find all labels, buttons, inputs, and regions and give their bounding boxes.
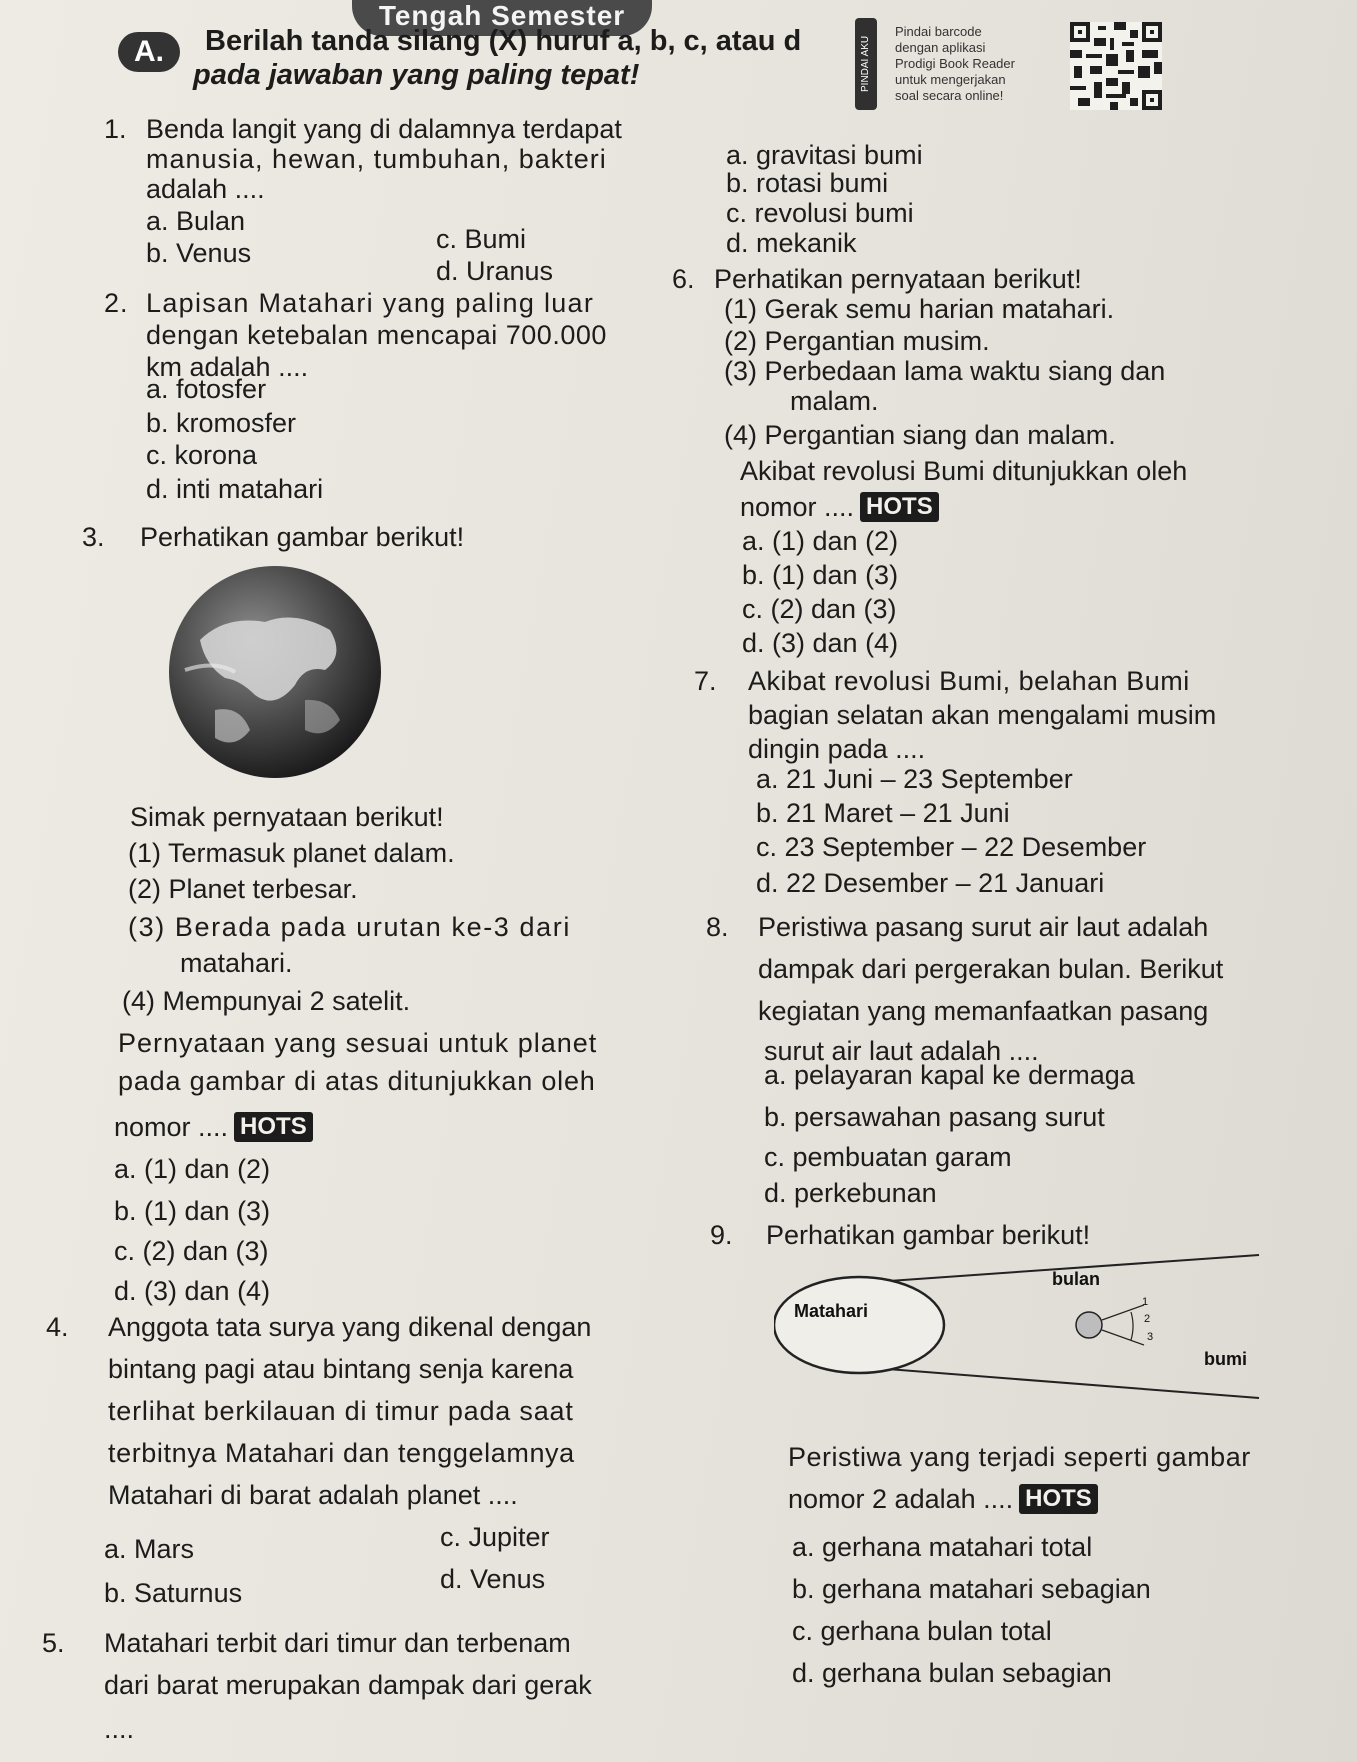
q9-ask-line: nomor 2 adalah ....: [788, 1484, 1014, 1514]
q4-line: Anggota tata surya yang dikenal dengan: [108, 1312, 592, 1342]
q8-line: Peristiwa pasang surut air laut adalah: [758, 912, 1209, 942]
q3-option-b[interactable]: b. (1) dan (3): [114, 1196, 271, 1226]
q6-statement-1: (1) Gerak semu harian matahari.: [724, 294, 1115, 324]
q9-ask-line-hots: [788, 1482, 1098, 1516]
q9-option-d[interactable]: d. gerhana bulan sebagian: [792, 1658, 1112, 1688]
q6-option-a[interactable]: a. (1) dan (2): [742, 526, 899, 556]
q5-option-c[interactable]: c. revolusi bumi: [726, 198, 914, 228]
q6-statement-2: (2) Pergantian musim.: [724, 326, 990, 356]
q5-number: 5.: [42, 1628, 65, 1658]
earth-globe-image: [155, 560, 395, 780]
q6-ask-line: Akibat revolusi Bumi ditunjukkan oleh: [740, 456, 1188, 486]
q5-option-d[interactable]: d. mekanik: [726, 228, 857, 258]
q1-option-c[interactable]: c. Bumi: [436, 224, 527, 254]
barcode-line: Pindai barcode: [895, 24, 982, 39]
q3-ask-line: pada gambar di atas ditunjukkan oleh: [118, 1066, 596, 1096]
q9-option-a[interactable]: a. gerhana matahari total: [792, 1532, 1093, 1562]
q7-option-c[interactable]: c. 23 September – 22 Desember: [756, 832, 1147, 862]
q1-number: 1.: [104, 114, 127, 144]
diagram-marker-3: 3: [1147, 1331, 1154, 1343]
q7-line: dingin pada ....: [748, 734, 926, 764]
q5-option-b[interactable]: b. rotasi bumi: [726, 168, 889, 198]
q2-line: Lapisan Matahari yang paling luar: [146, 288, 595, 318]
q4-option-b[interactable]: b. Saturnus: [104, 1578, 243, 1608]
q7-option-a[interactable]: a. 21 Juni – 23 September: [756, 764, 1073, 794]
q6-statement-4: (4) Pergantian siang dan malam.: [724, 420, 1116, 450]
q7-option-d[interactable]: d. 22 Desember – 21 Januari: [756, 868, 1105, 898]
q6-option-b[interactable]: b. (1) dan (3): [742, 560, 899, 590]
q1-option-b[interactable]: b. Venus: [146, 238, 252, 268]
q4-number: 4.: [46, 1312, 69, 1342]
diagram-marker-2: 2: [1144, 1313, 1151, 1325]
diagram-marker-1: 1: [1142, 1296, 1149, 1308]
q8-option-a[interactable]: a. pelayaran kapal ke dermaga: [764, 1060, 1135, 1090]
q4-line: terbitnya Matahari dan tenggelamnya: [108, 1438, 575, 1468]
q2-number: 2.: [104, 288, 129, 318]
hots-badge: HOTS: [234, 1112, 313, 1142]
q3-number: 3.: [82, 522, 105, 552]
q1-line: adalah ....: [146, 174, 265, 204]
barcode-line: Prodigi Book Reader: [895, 56, 1015, 71]
barcode-text: [895, 24, 1015, 104]
hots-badge: HOTS: [1019, 1484, 1098, 1514]
q2-line: km adalah ....: [146, 352, 309, 382]
q7-option-b[interactable]: b. 21 Maret – 21 Juni: [756, 798, 1010, 828]
hots-badge: HOTS: [860, 492, 939, 522]
q3-ask-line-hots: [114, 1110, 313, 1144]
q2-option-d[interactable]: d. inti matahari: [146, 474, 324, 504]
eclipse-diagram: [774, 1250, 1294, 1400]
q8-option-d[interactable]: d. perkebunan: [764, 1178, 937, 1208]
q3-statement-1: (1) Termasuk planet dalam.: [128, 838, 455, 868]
q3-ask-line: Pernyataan yang sesuai untuk planet: [118, 1028, 598, 1058]
q4-option-d[interactable]: d. Venus: [440, 1564, 546, 1594]
q3-simak: Simak pernyataan berikut!: [130, 802, 444, 832]
q4-option-a[interactable]: a. Mars: [104, 1534, 195, 1564]
q3-line: Perhatikan gambar berikut!: [140, 522, 465, 552]
diagram-ray-bottom: [874, 1368, 1259, 1398]
q8-option-c[interactable]: c. pembuatan garam: [764, 1142, 1012, 1172]
q4-option-c[interactable]: c. Jupiter: [440, 1522, 550, 1552]
q5-line: ....: [104, 1714, 135, 1744]
q8-line: dampak dari pergerakan bulan. Berikut: [758, 954, 1224, 984]
q9-number: 9.: [710, 1220, 733, 1250]
q2-option-c[interactable]: c. korona: [146, 440, 258, 470]
q3-statement-3: (3) Berada pada urutan ke-3 dari: [128, 912, 571, 942]
q6-statement-3: (3) Perbedaan lama waktu siang dan: [724, 356, 1166, 386]
qr-code[interactable]: [1070, 22, 1162, 110]
q1-option-d[interactable]: d. Uranus: [436, 256, 554, 286]
q6-statement-3b: malam.: [790, 386, 879, 416]
q5-line: Matahari terbit dari timur dan terbenam: [104, 1628, 571, 1658]
diagram-label-sun: Matahari: [794, 1301, 869, 1321]
q4-line: Matahari di barat adalah planet ....: [108, 1480, 518, 1510]
q6-ask-line: nomor ....: [740, 492, 855, 522]
q6-option-c[interactable]: c. (2) dan (3): [742, 594, 897, 624]
q3-option-d[interactable]: d. (3) dan (4): [114, 1276, 271, 1306]
q8-line: surut air laut adalah ....: [764, 1036, 1039, 1066]
barcode-line: dengan aplikasi: [895, 40, 986, 55]
barcode-line: untuk mengerjakan: [895, 72, 1006, 87]
q9-option-b[interactable]: b. gerhana matahari sebagian: [792, 1574, 1151, 1604]
q6-option-d[interactable]: d. (3) dan (4): [742, 628, 899, 658]
q6-line: Perhatikan pernyataan berikut!: [714, 264, 1082, 294]
q1-line: Benda langit yang di dalamnya terdapat: [146, 114, 622, 144]
diagram-label-moon: bulan: [1052, 1269, 1100, 1289]
barcode-strip: PINDAI AKU: [855, 18, 877, 110]
q9-option-c[interactable]: c. gerhana bulan total: [792, 1616, 1052, 1646]
q2-option-a[interactable]: a. fotosfer: [146, 374, 267, 404]
earth-arc: [1131, 1312, 1133, 1340]
section-badge: A.: [118, 32, 180, 72]
q7-line: bagian selatan akan mengalami musim: [748, 700, 1217, 730]
q1-line: manusia, hewan, tumbuhan, bakteri: [146, 144, 607, 174]
diagram-label-earth: bumi: [1204, 1349, 1247, 1369]
q8-option-b[interactable]: b. persawahan pasang surut: [764, 1102, 1105, 1132]
instruction-line-1: Berilah tanda silang (X) huruf a, b, c, atau d: [205, 25, 802, 57]
q8-line: kegiatan yang memanfaatkan pasang: [758, 996, 1209, 1026]
moon-circle: [1076, 1312, 1102, 1338]
q1-option-a[interactable]: a. Bulan: [146, 206, 246, 236]
barcode-line: soal secara online!: [895, 88, 1004, 103]
q5-option-a[interactable]: a. gravitasi bumi: [726, 140, 923, 170]
q2-line: dengan ketebalan mencapai 700.000: [146, 320, 607, 350]
q4-line: bintang pagi atau bintang senja karena: [108, 1354, 574, 1384]
instruction-line-2: pada jawaban yang paling tepat!: [193, 59, 640, 91]
q3-statement-4: (4) Mempunyai 2 satelit.: [122, 986, 411, 1016]
q4-line: terlihat berkilauan di timur pada saat: [108, 1396, 574, 1426]
q9-line: Perhatikan gambar berikut!: [766, 1220, 1091, 1250]
q6-number: 6.: [672, 264, 695, 294]
q9-ask-line: Peristiwa yang terjadi seperti gambar: [788, 1442, 1251, 1472]
q3-statement-2: (2) Planet terbesar.: [128, 874, 358, 904]
q8-number: 8.: [706, 912, 729, 942]
q7-number: 7.: [694, 666, 717, 696]
semester-tab: Tengah Semester: [352, 0, 652, 36]
q7-line: Akibat revolusi Bumi, belahan Bumi: [748, 666, 1190, 696]
q3-statement-3b: matahari.: [180, 948, 293, 978]
q6-ask-line-hots: [740, 490, 939, 524]
q5-line: dari barat merupakan dampak dari gerak: [104, 1670, 592, 1700]
q3-ask-line: nomor ....: [114, 1112, 229, 1142]
sun-circle: [774, 1277, 944, 1373]
shadow-lines: [1102, 1305, 1144, 1345]
q3-option-a[interactable]: a. (1) dan (2): [114, 1154, 271, 1184]
q3-option-c[interactable]: c. (2) dan (3): [114, 1236, 269, 1266]
q2-option-b[interactable]: b. kromosfer: [146, 408, 297, 438]
